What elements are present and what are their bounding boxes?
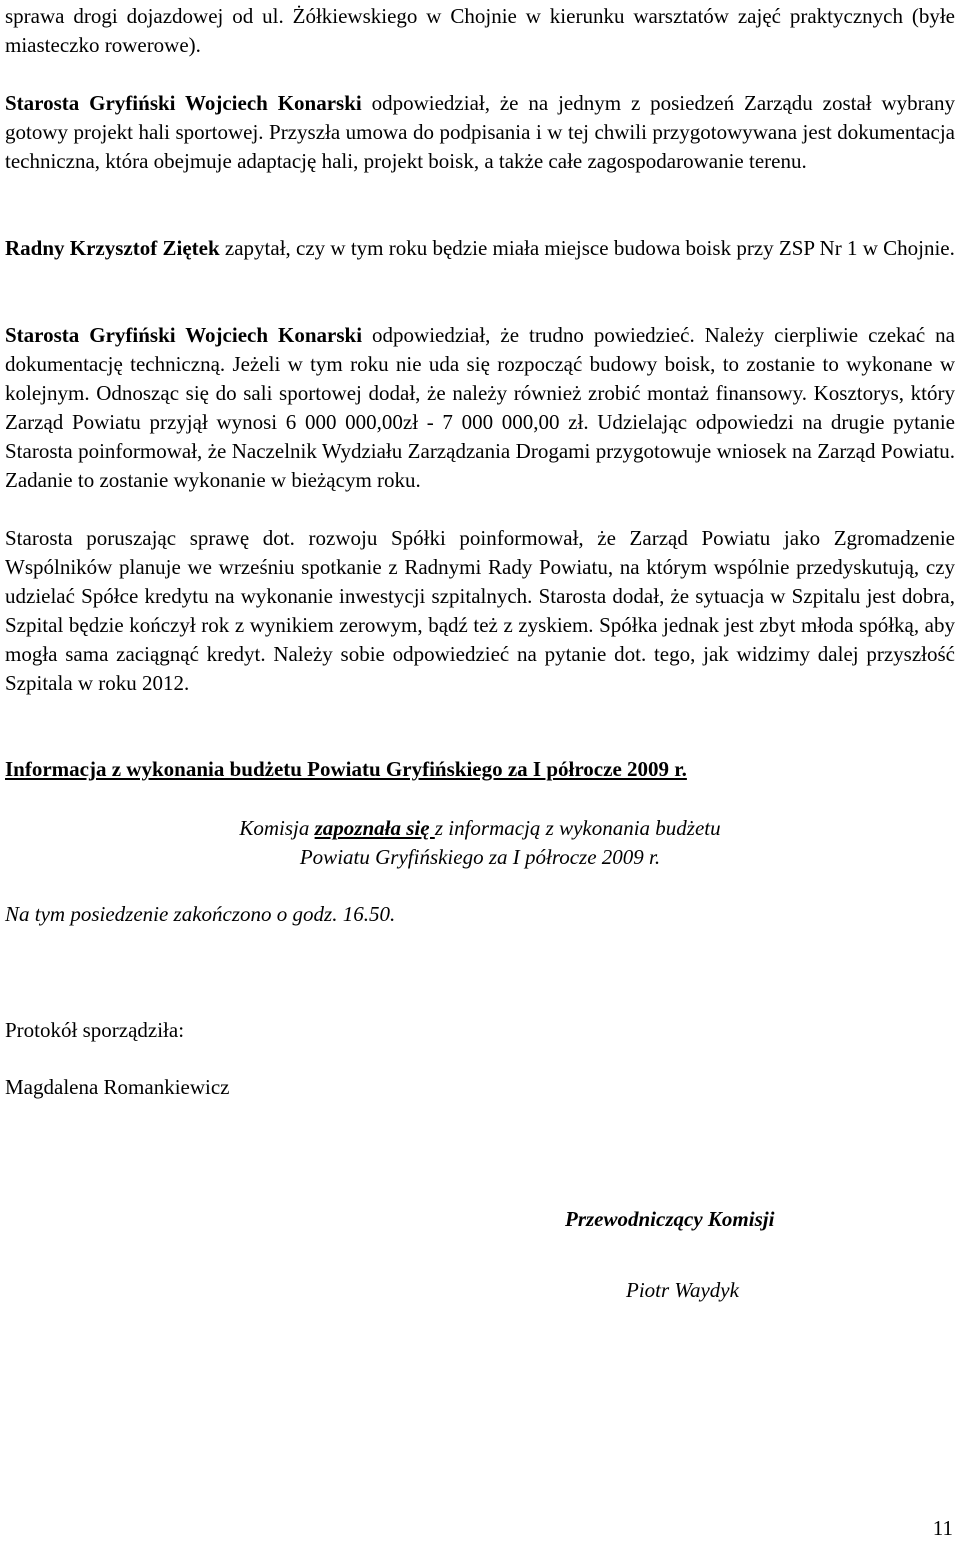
section-heading: Informacja z wykonania budżetu Powiatu Gryfińskiego za I półrocze 2009 r. [5,757,687,781]
paragraph-hospital-company [5,524,955,698]
resolution-pre: Komisja [239,816,315,840]
paragraph-road-access [5,2,955,60]
signature-title: Przewodniczący Komisji [565,1207,775,1231]
paragraph-text: Starosta poruszając sprawę dot. rozwoju Spółki poinformował, że Zarząd Powiatu jako Zgromadzenie Wspólników planuje we wrześniu spotkanie z Radnymi Rady Powiatu, na którym wspólnie przedyskutują, czy udzielać Spółce kredytu na wykonanie inwestycji szpitalnych. Starosta dodał, że sytuacja w Szpitalu jest dobra, Szpital będzie kończył rok z wynikiem zerowym, bądź też z zyskiem. Spółka jednak jest zbyt młoda spółką, aby mogła sama zaciągnąć kredyt. Należy sobie odpowiedzieć na pytanie dot. tego, jak widzimy dalej przyszłość Szpitala w roku 2012. [5,526,955,695]
speaker-name: Starosta Gryfiński Wojciech Konarski [5,91,362,115]
speaker-name: Starosta Gryfiński Wojciech Konarski [5,323,363,347]
resolution-post: z informacją z wykonania budżetu [434,816,721,840]
closing-statement: Na tym posiedzenie zakończono o godz. 16.50. [5,902,396,926]
page-number: 11 [932,1516,953,1540]
paragraph-text: odpowiedział, że trudno powiedzieć. Należy cierpliwie czekać na dokumentację techniczną. Jeżeli w tym roku nie uda się rozpocząć budowy boisk, to zostanie to wykonane w kolejnym. Odnosząc się do sali sportowej dodał, że należy również zrobić montaż finansowy. Kosztorys, który Zarząd Powiatu przyjął wynosi 6 000 000,00zł - 7 000 000,00 zł. Udzielając odpowiedzi na drugie pytanie Starosta poinformował, że Naczelnik Wydziału Zarządzania Drogami przygotowuje wniosek na Zarząd Powiatu. Zadanie to zostanie wykonanie w bieżącym roku. [5,323,955,492]
signature-name: Piotr Waydyk [626,1278,739,1302]
resolution-line-2: Powiatu Gryfińskiego za I półrocze 2009 r. [299,845,661,869]
paragraph-text: odpowiedział, że na jednym z posiedzeń Zarządu został wybrany gotowy projekt hali sportowej. Przyszła umowa do podpisania i w tej chwili przygotowywana jest dokumentacja techniczna, która obejmuje adaptację hali, projekt boisk, a także całe zagospodarowanie terenu. [5,91,955,173]
resolution-line-1 [0,813,960,843]
resolution-emphasis: zapoznała się [314,816,435,840]
speaker-name: Radny Krzysztof Ziętek [5,236,220,260]
paragraph-councillor-question [5,234,955,263]
paragraph-starost-reply [5,321,955,495]
protocol-label: Protokół sporządziła: [5,1018,185,1042]
paragraph-text: zapytał, czy w tym roku będzie miała miejsce budowa boisk przy ZSP Nr 1 w Chojnie. [219,236,955,260]
protocol-author: Magdalena Romankiewicz [5,1075,230,1099]
paragraph-text: sprawa drogi dojazdowej od ul. Żółkiewskiego w Chojnie w kierunku warsztatów zajęć praktycznych (byłe miasteczko rowerowe). [5,4,955,57]
paragraph-sports-hall-answer [5,89,955,176]
